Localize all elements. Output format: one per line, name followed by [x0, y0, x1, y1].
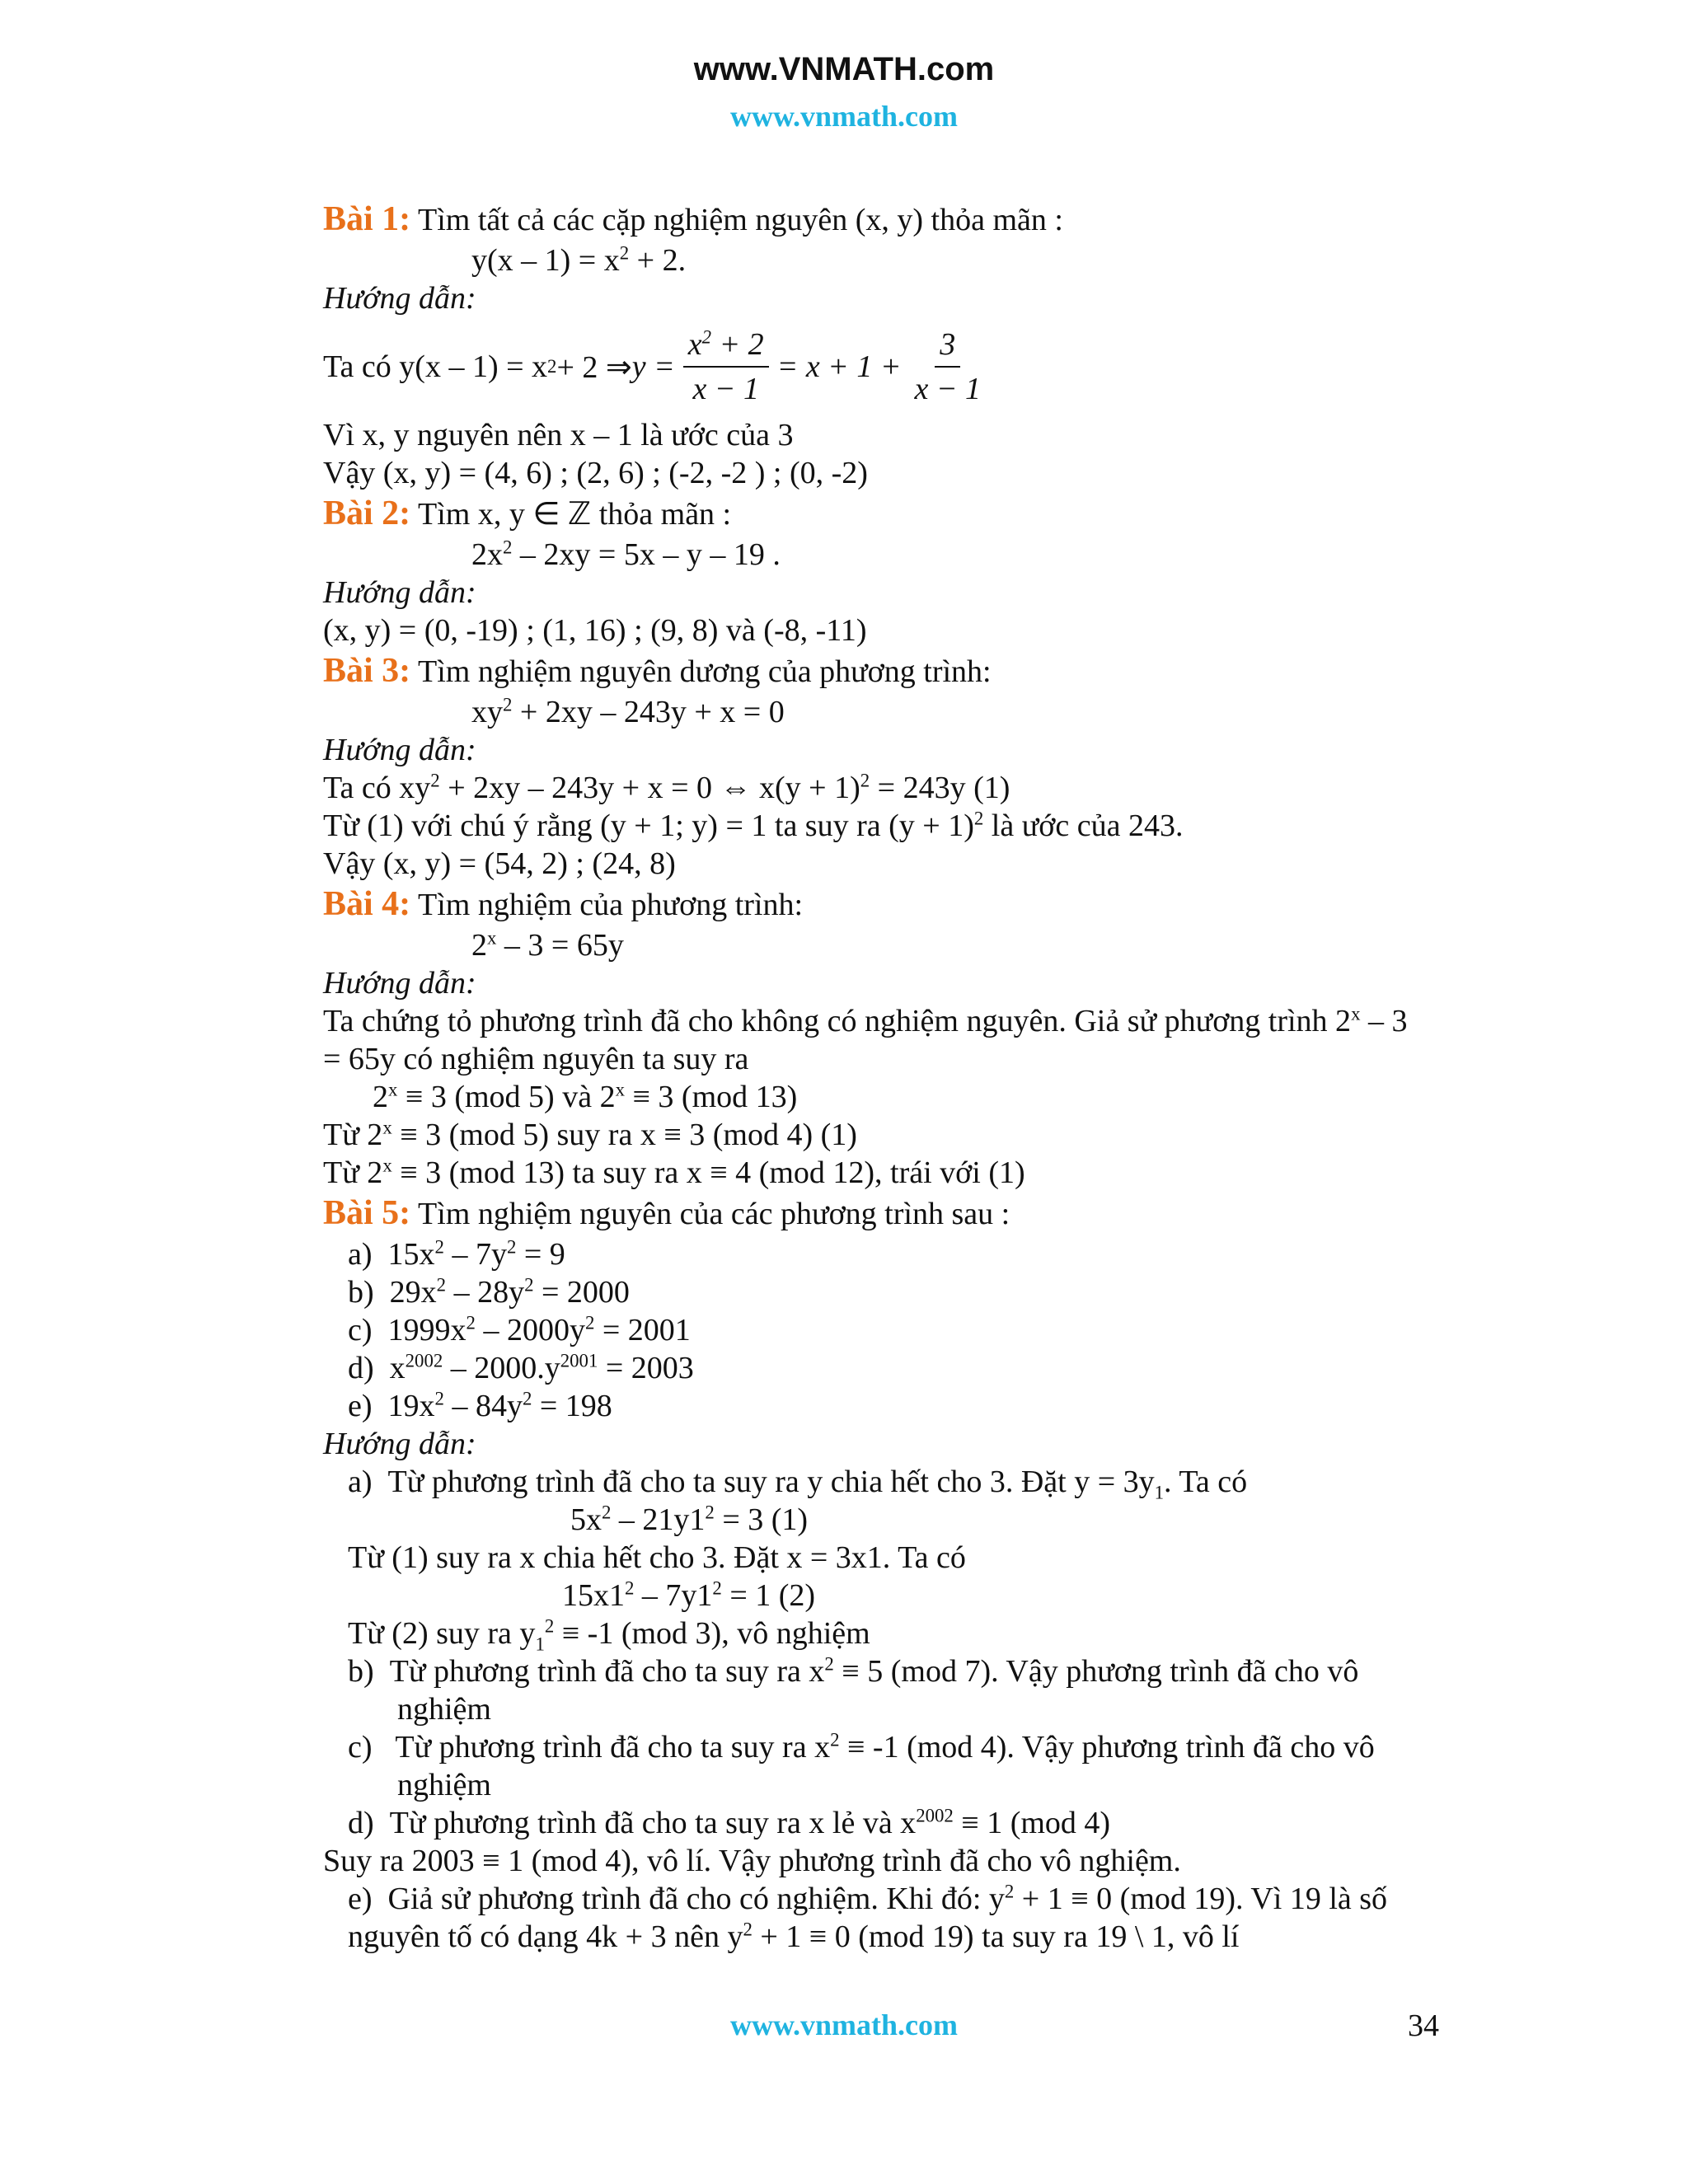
- guide-label: Hướng dẫn:: [323, 281, 476, 316]
- site-link-top[interactable]: www.vnmath.com: [730, 100, 958, 133]
- guide-label: Hướng dẫn:: [323, 966, 476, 1001]
- page-number: 34: [1408, 2008, 1439, 2043]
- list-item: c) Từ phương trình đã cho ta suy ra $x^2 \equiv -1$ (mod 4). Vậy phương trình đã cho vô: [348, 1729, 1375, 1765]
- list-item: b) Từ phương trình đã cho ta suy ra $x^2 \equiv 5$ (mod 7). Vậy phương trình đã cho vô: [348, 1653, 1359, 1689]
- list-item: d) Từ phương trình đã cho ta suy ra x lẻ và $x^{2002} \equiv 1$ (mod 4): [348, 1805, 1111, 1840]
- bai-3-heading: [323, 649, 1493, 693]
- bai-2-heading: [323, 492, 1493, 536]
- text-line: Suy ra 2003 ≡ 1 (mod 4), vô lí. Vậy phương trình đã cho vô nghiệm.: [323, 1844, 1181, 1878]
- text-line: (x, y) = (0, -19) ; (1, 16) ; (9, 8) và (-8, -11): [323, 613, 867, 648]
- text-line: = 65y có nghiệm nguyên ta suy ra: [323, 1042, 749, 1076]
- text-line: nghiệm: [397, 1768, 491, 1802]
- page-content: [323, 198, 1493, 1956]
- fraction: $\frac{x^2 + 2}{x - 1}$: [683, 326, 769, 407]
- text-line: nguyên tố có dạng 4k + 3 nên $y^2 + 1 \equiv 0$ (mod 19) ta suy ra 19 \ 1, vô lí: [348, 1919, 1240, 1954]
- solution-fraction-line: Ta có y(x – 1) = x 2 + 2 ⇒ y = $\frac{x^2 + 2}{x - 1}$ = x + 1 + $\frac{3}{x - 1}$: [323, 317, 1493, 416]
- list-item: c) $1999x^2 - 2000y^2 = 2001$: [348, 1312, 691, 1347]
- text-line: Vì x, y nguyên nên x – 1 là ước của 3: [323, 418, 794, 452]
- bai-number: Bài 4:: [323, 885, 411, 923]
- bai-number: Bài 5:: [323, 1194, 411, 1232]
- bai-prompt: Tìm nghiệm của phương trình:: [410, 888, 804, 922]
- bai-4-heading: [323, 883, 1493, 926]
- site-link-bottom[interactable]: www.vnmath.com: [730, 2008, 958, 2041]
- bai-5-heading: [323, 1192, 1493, 1235]
- guide-label: Hướng dẫn:: [323, 733, 476, 767]
- list-item: b) $29x^2 - 28y^2 = 2000$: [348, 1274, 630, 1310]
- text-line: Từ $2^x \equiv 3$ (mod 13) ta suy ra x ≡ 4 (mod 12), trái với (1): [323, 1155, 1025, 1190]
- equation: $y(x - 1) = x^2 + 2$.: [471, 242, 687, 278]
- list-item: a) Từ phương trình đã cho ta suy ra y chia hết cho 3. Đặt $y = 3y_1$. Ta có: [348, 1465, 1248, 1503]
- equation: $2x^2 - 2xy = 5x - y - 19$ .: [471, 537, 781, 572]
- equation: $xy^2 + 2xy - 243y + x = 0$: [471, 694, 785, 729]
- site-title: www.VNMATH.com: [693, 51, 995, 87]
- equation: 2$^x$ – 3 = 65y: [471, 927, 624, 963]
- bai-prompt: Tìm x, y ∈ ℤ thỏa mãn :: [410, 497, 732, 532]
- list-item: e) Giả sử phương trình đã cho có nghiệm. Khi đó: $y^2 + 1 \equiv 0$ (mod 19). Vì 19 là số: [348, 1881, 1388, 1916]
- bai-number: Bài 3:: [323, 652, 411, 690]
- text-line: Từ $2^x \equiv 3$ (mod 5) suy ra x ≡ 3 (mod 4) (1): [323, 1117, 857, 1152]
- bai-prompt: Tìm tất cả các cặp nghiệm nguyên (x, y) thỏa mãn :: [410, 203, 1063, 237]
- text-line: Ta chứng tỏ phương trình đã cho không có nghiệm nguyên. Giả sử phương trình 2$^x$ – 3: [323, 1003, 1408, 1038]
- list-item: e) $19x^2 - 84y^2 = 198$: [348, 1388, 612, 1423]
- list-item: a) $15x^2 - 7y^2 = 9$: [348, 1236, 565, 1272]
- text-line: Ta có $xy^2 + 2xy - 243y + x = 0$ ⇔ $x(y + 1)^2 = 243y$ (1): [323, 770, 1010, 805]
- text-line: Từ (1) với chú ý rằng (y + 1; y) = 1 ta suy ra $(y + 1)^2$ là ước của 243.: [323, 808, 1184, 843]
- guide-label: Hướng dẫn:: [323, 575, 476, 610]
- guide-label: Hướng dẫn:: [323, 1427, 476, 1461]
- bai-number: Bài 2:: [323, 494, 411, 532]
- bai-number: Bài 1:: [323, 200, 411, 238]
- bai-prompt: Tìm nghiệm nguyên dương của phương trình:: [410, 654, 992, 689]
- fraction: $\frac{3}{x - 1}$: [914, 327, 981, 406]
- bai-1-heading: [323, 198, 1493, 241]
- text-line: $2^x \equiv 3$ (mod 5) và $2^x \equiv 3$ (mod 13): [373, 1079, 798, 1114]
- equation: $5x^2 - 21y1^2 = 3$ (1): [570, 1502, 809, 1537]
- bai-prompt: Tìm nghiệm nguyên của các phương trình sau :: [410, 1197, 1010, 1231]
- text-line: Từ (1) suy ra x chia hết cho 3. Đặt x = 3x1. Ta có: [348, 1540, 966, 1575]
- list-item: d) $x^{2002} - 2000.y^{2001} = 2003$: [348, 1350, 694, 1385]
- equation: $15x1^2 - 7y1^2 = 1$ (2): [562, 1577, 816, 1613]
- text-line: Vậy (x, y) = (4, 6) ; (2, 6) ; (-2, -2 ) ; (0, -2): [323, 456, 868, 490]
- text-line: Vậy (x, y) = (54, 2) ; (24, 8): [323, 846, 676, 881]
- text-line: nghiệm: [397, 1692, 491, 1727]
- text-line: Từ (2) suy ra $y_1^2 \equiv -1$ (mod 3), vô nghiệm: [348, 1615, 870, 1655]
